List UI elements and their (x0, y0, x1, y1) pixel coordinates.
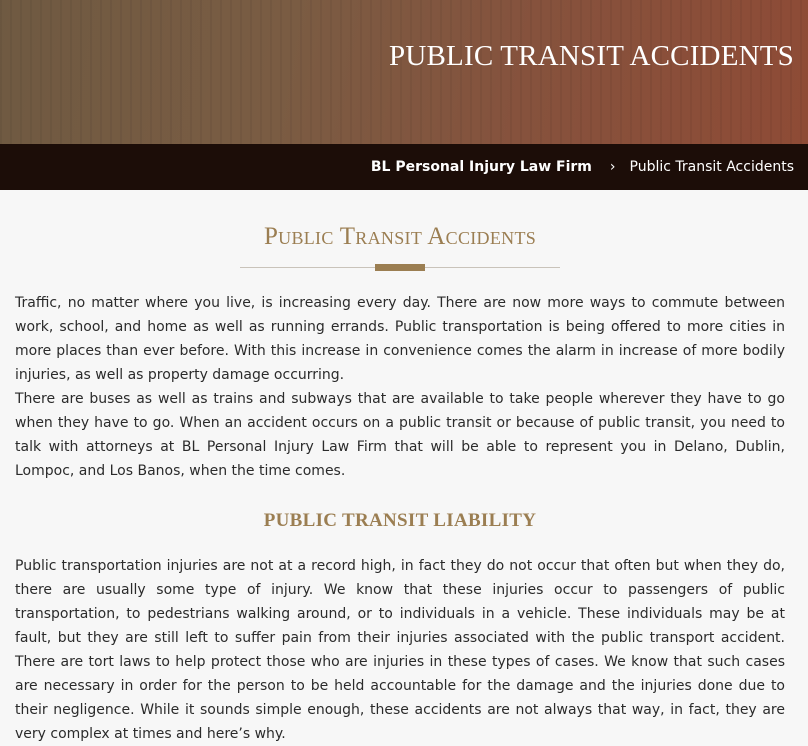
intro-paragraph: Traffic, no matter where you live, is increasing every day. There are now more ways to commute between work, school, and home as well as running errands. Public transportation is being offered to more cities in more places than ever before. With this increase in convenience comes the alarm in increase of more bodily injuries, as well as property damage occurring. (15, 295, 785, 383)
liability-paragraph: Public transportation injuries are not at a record high, in fact they do not occur that often but when they do, there are usually some type of injury. We know that these injuries occur to passengers of public transportation, to pedestrians walking around, or to individuals in a vehicle. These individuals may be at fault, but they are still left to suffer pain from their injuries associated with the public transport accident. There are tort laws to help protect those who are injuries in these types of cases. We know that such cases are necessary in order for the person to be held accountable for the damage and the injuries done due to their negligence. While it sounds simple enough, these accidents are not always that way, in fact, they are very complex at times and here’s why. (15, 558, 785, 742)
liability-heading: PUBLIC TRANSIT LIABILITY (263, 510, 537, 531)
page-heading: Public Transit Accidents (263, 223, 537, 250)
page-banner (0, 0, 808, 144)
heading-divider (240, 263, 560, 273)
breadcrumb-home-link[interactable]: BL Personal Injury Law Firm (370, 159, 592, 175)
breadcrumb-current: Public Transit Accidents (629, 159, 794, 175)
intro-paragraph: There are buses as well as trains and subways that are available to take people wherever they have to go when they have to go. When an accident occurs on a public transit or because of public transit, you need to talk with attorneys at BL Personal Injury Law Firm that will be able to represent you in Delano, Dublin, Lompoc, and Los Banos, when the time comes. (15, 391, 785, 479)
chevron-right-icon: › (609, 159, 616, 175)
banner-title: PUBLIC TRANSIT ACCIDENTS (389, 40, 794, 72)
divider-accent (375, 264, 425, 271)
main-content (0, 223, 808, 746)
breadcrumb (0, 144, 808, 190)
